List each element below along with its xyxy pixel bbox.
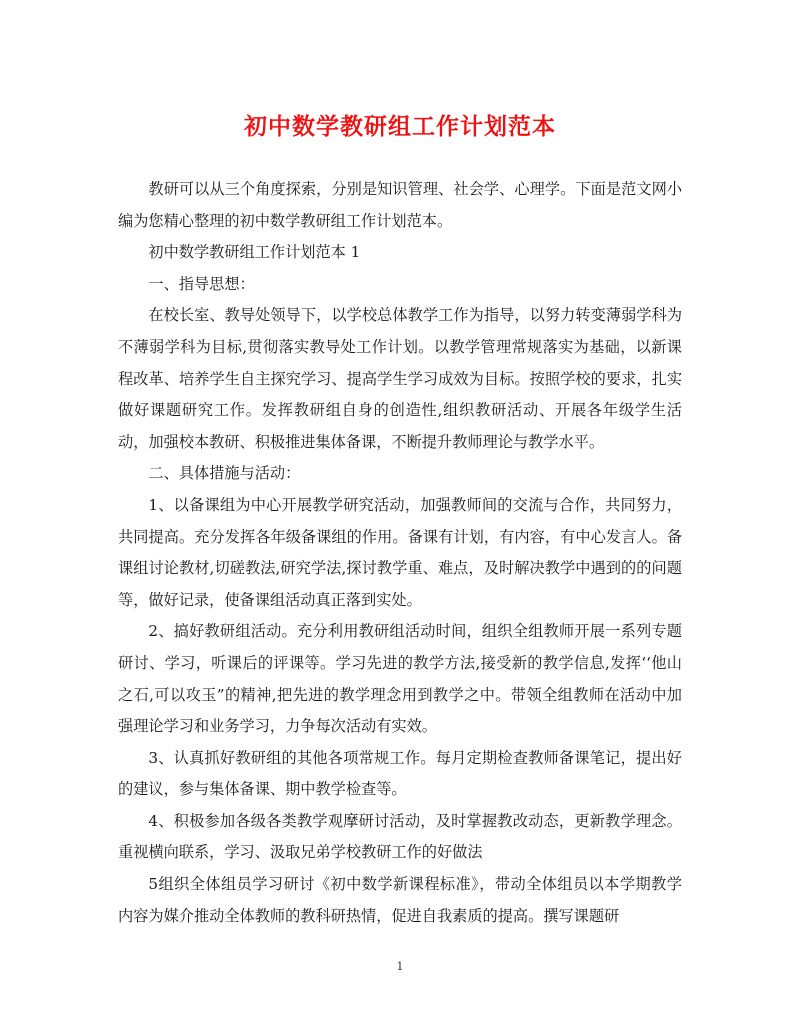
paragraph-guiding-ideology: 在校长室、教导处领导下，以学校总体教学工作为指导，以努力转变薄弱学科为不薄弱学科为目标,贯彻落实教导处工作计划。以教学管理常规落实为基础，以新课程改革、培养学生自主探究学习、提高学生学习成效为目标。按照学校的要求，扎实做好课题研究工作。发挥教研组自身的创造性,组织教研活动、开展各年级学生活动，加强校本教研、积极推进集体备课，不断提升教师理论与教学水平。 xyxy=(118,306,682,451)
document-title: 初中数学教研组工作计划范本 xyxy=(244,113,556,140)
page-number: 1 xyxy=(396,960,404,973)
paragraph-measure-4: 4、积极参加各级各类教学观摩研讨活动，及时掌握教改动态，更新教学理念。重视横向联系，学习、汲取兄弟学校教研工作的好做法 xyxy=(118,811,682,862)
paragraph-measure-1: 1、以备课组为中心开展教学研究活动，加强教师间的交流与合作，共同努力，共同提高。充分发挥各年级备课组的作用。备课有计划，有内容，有中心发言人。备课组讨论教材,切磋教法,研究学法,探讨教学重、难点，及时解决教学中遇到的的问题等，做好记录，使备课组活动真正落到实处。 xyxy=(118,495,682,609)
paragraph-measure-5: 5组织全体组员学习研讨《初中数学新课程标准》，带动全体组员以本学期教学内容为媒介推动全体教师的教科研热情，促进自我素质的提高。撰写课题研 xyxy=(118,875,682,925)
heading-guiding-ideology: 一、指导思想： xyxy=(148,274,255,293)
section-heading-sample-1: 初中数学教研组工作计划范本 1 xyxy=(148,243,361,262)
paragraph-measure-2: 2、搞好教研组活动。充分利用教研组活动时间，组织全组教师开展一系列专题研讨、学习，听课后的评课等。学习先进的教学方法,接受新的教学信息,发挥‘‘他山之石,可以攻玉”的精神,把先进的教学理念用到教学之中。带领全组教师在活动中加强理论学习和业务学习，力争每次活动有实效。 xyxy=(118,622,682,736)
document-body xyxy=(118,174,682,932)
paragraph-measure-3: 3、认真抓好教研组的其他各项常规工作。每月定期检查教师备课笔记，提出好的建议，参与集体备课、期中教学检查等。 xyxy=(118,748,682,799)
heading-measures-activities: 二、具体措施与活动： xyxy=(148,464,301,483)
intro-paragraph: 教研可以从三个角度探索，分别是知识管理、社会学、心理学。下面是范文网小编为您精心整理的初中数学教研组工作计划范本。 xyxy=(118,180,682,230)
